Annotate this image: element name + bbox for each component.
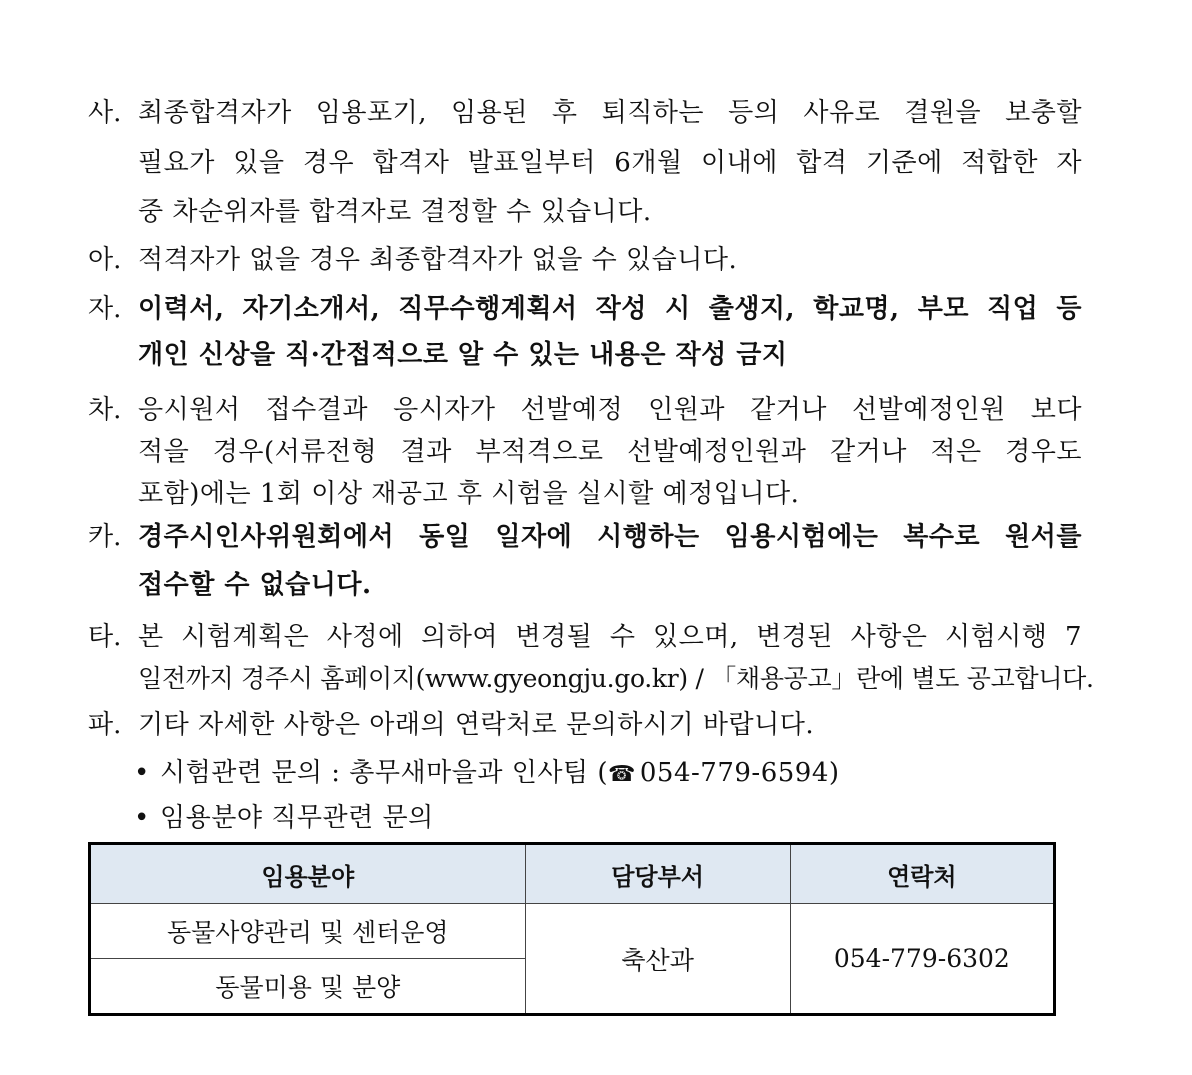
item-marker: 사. xyxy=(88,98,122,128)
table-row xyxy=(90,904,1055,959)
phone-icon: ☎ xyxy=(607,762,636,787)
item-line: 접수할 수 없습니다. xyxy=(138,570,372,600)
header-contact: 연락처 xyxy=(790,844,1054,904)
header-department: 담당부서 xyxy=(525,844,790,904)
notice-item-sa xyxy=(88,96,1082,232)
item-line: 포함)에는 1회 이상 재공고 후 시험을 실시할 예정입니다. xyxy=(138,479,800,509)
item-line: 이력서, 자기소개서, 직무수행계획서 작성 시 출생지, 학교명, 부모 직업 등 xyxy=(138,294,1082,324)
item-marker: 파. xyxy=(88,710,122,740)
item-line: 일전까지 경주시 홈페이지(www.gyeongju.go.kr) / 「채용공고」란에 별도 공고합니다. xyxy=(138,664,1094,693)
duty-inquiry-text: 임용분야 직무관련 문의 xyxy=(160,803,434,833)
item-line: 응시원서 접수결과 응시자가 선발예정 인원과 같거나 선발예정인원 보다 xyxy=(138,395,1082,425)
notice-item-ja xyxy=(88,292,1082,378)
item-line: 개인 신상을 직·간접적으로 알 수 있는 내용은 작성 금지 xyxy=(138,340,788,370)
item-marker: 아. xyxy=(88,245,122,275)
header-field: 임용분야 xyxy=(90,844,526,904)
contact-cell: 054-779-6302 xyxy=(790,904,1054,1015)
bullet-dot: • xyxy=(134,758,150,788)
field-cell: 동물미용 및 분양 xyxy=(90,959,526,1015)
item-line: 적을 경우(서류전형 결과 부적격으로 선발예정인원과 같거나 적은 경우도 xyxy=(138,437,1082,467)
notice-item-ta xyxy=(88,620,1094,700)
item-line: 적격자가 없을 경우 최종합격자가 없을 수 있습니다. xyxy=(138,245,738,275)
item-line: 기타 자세한 사항은 아래의 연락처로 문의하시기 바랍니다. xyxy=(138,710,815,740)
department-cell: 축산과 xyxy=(525,904,790,1015)
item-line: 본 시험계획은 사정에 의하여 변경될 수 있으며, 변경된 사항은 시험시행 7 xyxy=(138,622,1082,652)
field-cell: 동물사양관리 및 센터운영 xyxy=(90,904,526,959)
table-header-row xyxy=(90,844,1055,904)
notice-item-pa xyxy=(88,708,1082,742)
duty-inquiry-bullet xyxy=(134,801,434,835)
item-marker: 카. xyxy=(88,522,122,552)
notice-item-a xyxy=(88,243,1082,277)
exam-inquiry-phone: 054-779-6594) xyxy=(639,758,840,788)
exam-inquiry-bullet xyxy=(134,756,840,792)
notice-item-ka xyxy=(88,520,1082,610)
item-line: 경주시인사위원회에서 동일 일자에 시행하는 임용시험에는 복수로 원서를 xyxy=(138,522,1082,552)
item-marker: 타. xyxy=(88,622,122,652)
notice-item-cha xyxy=(88,393,1082,513)
item-marker: 자. xyxy=(88,294,122,324)
exam-inquiry-text: 시험관련 문의 : 총무새마을과 인사팀 ( xyxy=(160,758,608,788)
item-line: 중 차순위자를 합격자로 결정할 수 있습니다. xyxy=(138,197,652,227)
item-marker: 차. xyxy=(88,395,122,425)
bullet-dot: • xyxy=(134,803,150,833)
item-line: 최종합격자가 임용포기, 임용된 후 퇴직하는 등의 사유로 결원을 보충할 xyxy=(138,98,1082,128)
contact-table xyxy=(88,842,1056,1016)
item-line: 필요가 있을 경우 합격자 발표일부터 6개월 이내에 합격 기준에 적합한 자 xyxy=(138,148,1082,178)
